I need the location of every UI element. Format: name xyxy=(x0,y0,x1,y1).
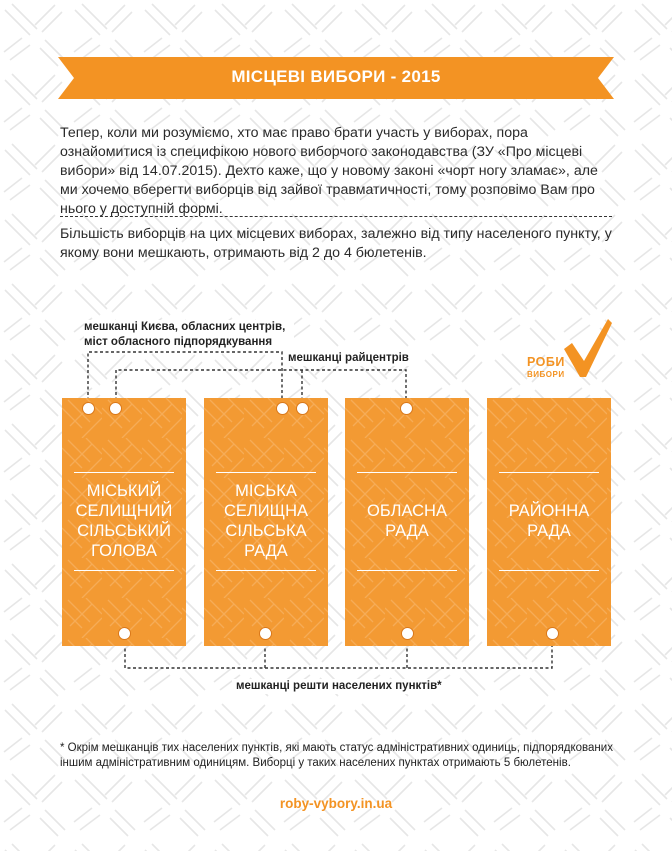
intro-paragraph: Тепер, коли ми розуміємо, хто має право брати участь у виборах, пора ознайомитися із специфікою нового виборчого законодавства (ЗУ «Про місцеві вибори» від 14.07.2015). Дехто каже, що у новому законі «чорт ногу зламає», але ми хочемо вберегти виборців від зайвої травматичності, тому розповімо Вам про нього у доступній формі. xyxy=(60,125,598,217)
card-line-bottom xyxy=(499,570,599,571)
ballot-card-mayor xyxy=(62,398,186,646)
logo-text-roby: РОБИ xyxy=(527,355,565,369)
card-title: РАЙОННА РАДА xyxy=(508,502,590,540)
card-line-top xyxy=(74,472,174,473)
logo-text-vybory: ВИБОРИ xyxy=(527,370,565,379)
card-hole xyxy=(276,402,289,415)
footnote: * Окрім мешканців тих населених пунктів, які мають статус адміністративних одиниць, підпорядкованих іншим адміністративним одиницям. Виборці у таких населених пунктах отримають 5 бюлетенів. xyxy=(60,742,613,769)
ballot-card-raion-council xyxy=(487,398,611,646)
website-link[interactable]: roby-vybory.in.ua xyxy=(279,796,393,811)
card-hole xyxy=(259,627,272,640)
label-kyiv-residents: мешканці Києва, обласних центрів, міст обласного підпорядкування xyxy=(84,320,294,350)
card-title: ОБЛАСНА РАДА xyxy=(367,502,447,540)
page-title: МІСЦЕВІ ВИБОРИ - 2015 xyxy=(231,67,441,86)
card-hole xyxy=(109,402,122,415)
card-hole xyxy=(401,627,414,640)
card-line-bottom xyxy=(216,570,316,571)
ballot-card-oblast-council xyxy=(345,398,469,646)
card-line-top xyxy=(499,472,599,473)
card-title: МІСЬКА СЕЛИЩНА СІЛЬСЬКА РАДА xyxy=(224,482,308,560)
label-rest-residents: мешканці решти населених пунктів* xyxy=(232,679,446,694)
card-hole xyxy=(400,402,413,415)
ballots-paragraph: Більшість виборців на цих місцевих виборах, залежно від типу населеного пункту, у якому вони мешкають, отримають від 2 до 4 бюлетенів. xyxy=(60,226,612,261)
card-title: МІСЬКИЙ СЕЛИЩНИЙ СІЛЬСЬКИЙ ГОЛОВА xyxy=(75,482,173,560)
label-raion-residents: мешканці райцентрів xyxy=(284,351,413,366)
card-line-top xyxy=(216,472,316,473)
card-hole xyxy=(546,627,559,640)
card-hole xyxy=(118,627,131,640)
card-line-bottom xyxy=(74,570,174,571)
card-line-bottom xyxy=(357,570,457,571)
card-hole xyxy=(296,402,309,415)
card-line-top xyxy=(357,472,457,473)
ballot-card-local-council xyxy=(204,398,328,646)
card-hole xyxy=(82,402,95,415)
